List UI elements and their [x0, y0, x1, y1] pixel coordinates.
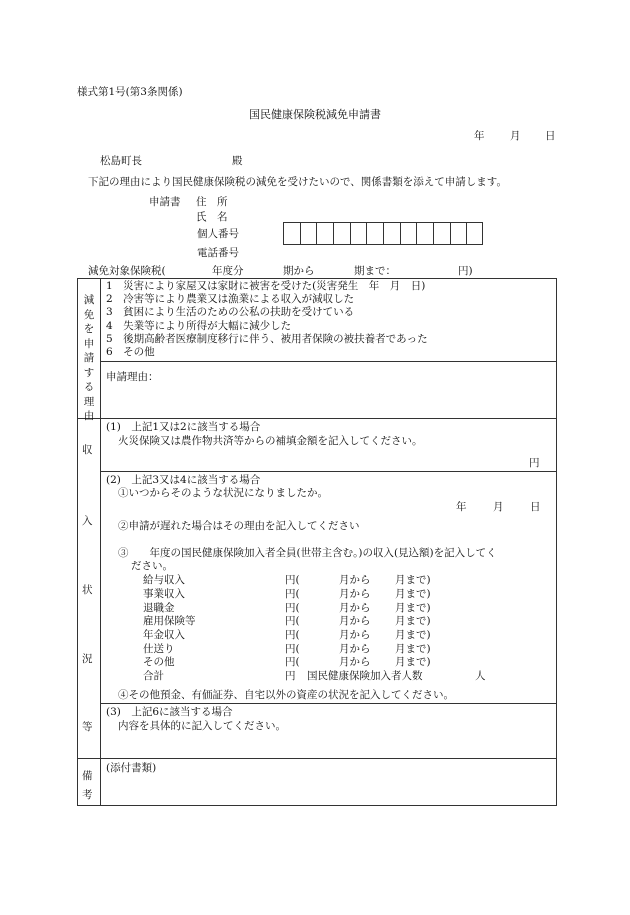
reason-income-divider — [77, 418, 557, 419]
reason-text-label: 申請理由： — [106, 371, 159, 383]
phone-label: 電話番号 — [197, 247, 239, 259]
members-count-label: 国民健康保険加入者人数 — [307, 670, 423, 682]
income-row-yen: 円( — [285, 629, 300, 641]
income-row-to: 月まで) — [395, 656, 431, 668]
income-row-to: 月まで) — [395, 615, 431, 627]
income-row-from: 月から — [339, 656, 371, 668]
income-row-yen: 円( — [285, 643, 300, 655]
income-side-char-3: 状 — [82, 584, 93, 596]
case2-q4: ④その他預金、有価証券、自宅以外の資産の状況を記入してください。 — [118, 689, 454, 701]
id-digit-divider — [466, 222, 467, 245]
target-tax-yen: 円) — [458, 265, 473, 277]
reason-item-3: 3 貧困により生活のための公私の扶助を受けている — [106, 306, 355, 318]
attachments-label: (添付書類) — [106, 762, 157, 774]
income-remarks-divider — [77, 758, 557, 759]
id-digit-divider — [316, 222, 317, 245]
income-row-from: 月から — [339, 629, 371, 641]
case2-date-month: 月 — [493, 501, 504, 513]
case1-instruction: 火災保険又は農作物共済等からの補填金額を記入してください。 — [118, 435, 423, 447]
addressee-name: 松島町長 — [100, 155, 142, 167]
reason-text-field[interactable] — [160, 364, 552, 414]
page-title: 国民健康保険税減免申請書 — [249, 108, 381, 121]
income-row-from: 月から — [339, 588, 371, 600]
income-row-label: 事業収入 — [143, 588, 185, 600]
target-tax-fiscal: 年度分 — [212, 265, 244, 277]
income-row-label: 退職金 — [143, 602, 175, 614]
income-total-label: 合計 — [143, 670, 164, 682]
income-row-from: 月から — [339, 574, 371, 586]
income-row-yen: 円( — [285, 656, 300, 668]
target-tax-label: 減免対象保険税( — [88, 265, 166, 277]
income-side-char-5: 等 — [82, 721, 93, 733]
id-digit-divider — [416, 222, 417, 245]
id-digit-divider — [383, 222, 384, 245]
form-code: 様式第1号(第3条関係) — [77, 86, 183, 98]
income-row-yen: 円( — [285, 615, 300, 627]
date-day-label: 日 — [545, 130, 556, 142]
date-year-label: 年 — [474, 130, 485, 142]
id-digit-divider — [450, 222, 451, 245]
case3-heading: (3) 上記6に該当する場合 — [106, 706, 233, 718]
reason-item-4: 4 失業等により所得が大幅に減少した — [106, 320, 292, 332]
remarks-side-char-2: 考 — [82, 789, 93, 801]
remarks-field[interactable] — [104, 776, 552, 802]
income-row-to: 月まで) — [395, 602, 431, 614]
side-column-divider — [100, 278, 101, 806]
income-row-from: 月から — [339, 643, 371, 655]
reason-side-label: 減免を申請する理由 — [83, 294, 95, 422]
income-side-char-4: 況 — [82, 653, 93, 665]
date-month-label: 月 — [510, 130, 521, 142]
reason-items-divider — [100, 361, 557, 362]
income-row-from: 月から — [339, 602, 371, 614]
id-digit-divider — [350, 222, 351, 245]
reason-item-6: 6 その他 — [106, 346, 155, 358]
target-tax-to: 期まで： — [354, 265, 396, 277]
remarks-side-char-1: 備 — [82, 770, 93, 782]
income-row-label: その他 — [143, 656, 175, 668]
id-digit-divider — [300, 222, 301, 245]
name-label: 氏 名 — [196, 211, 228, 223]
income-row-yen: 円( — [285, 574, 300, 586]
intro-text: 下記の理由により国民健康保険税の減免を受けたいので、関係書類を添えて申請します。 — [88, 176, 507, 188]
applicant-label: 申請書 — [149, 196, 181, 208]
income-row-to: 月まで) — [395, 588, 431, 600]
income-row-yen: 円( — [285, 602, 300, 614]
case2-q3-line1: ③ 年度の国民健康保険加入者全員(世帯主含む。)の収入(見込額)を記入してく — [118, 547, 497, 559]
income-row-label: 給与収入 — [143, 574, 185, 586]
case2-case3-divider — [100, 703, 557, 704]
case2-date-day: 日 — [530, 501, 541, 513]
case2-date-year: 年 — [456, 501, 467, 513]
case1-case2-divider — [100, 471, 557, 472]
income-row-to: 月まで) — [395, 629, 431, 641]
id-digit-divider — [400, 222, 401, 245]
income-row-label: 仕送り — [143, 643, 175, 655]
target-tax-from: 期から — [283, 265, 315, 277]
case2-heading: (2) 上記3又は4に該当する場合 — [106, 474, 261, 486]
case1-heading: (1) 上記1又は2に該当する場合 — [106, 421, 261, 433]
income-row-yen: 円( — [285, 588, 300, 600]
income-side-char-2: 入 — [82, 515, 93, 527]
reason-item-1: 1 災害により家屋又は家財に被害を受けた(災害発生 年 月 日) — [106, 280, 426, 292]
addressee-honorific: 殿 — [232, 155, 243, 167]
reason-item-2: 2 冷害等により農業又は漁業による収入が減収した — [106, 293, 355, 305]
case2-q3-line2: ださい。 — [131, 560, 173, 572]
income-row-to: 月まで) — [395, 643, 431, 655]
id-digit-divider — [366, 222, 367, 245]
case2-q2: ②申請が遅れた場合はその理由を記入してください — [118, 520, 360, 532]
id-number-label: 個人番号 — [197, 228, 239, 240]
income-row-from: 月から — [339, 615, 371, 627]
members-persons-label: 人 — [475, 670, 486, 682]
id-digit-divider — [433, 222, 434, 245]
income-row-to: 月まで) — [395, 574, 431, 586]
case3-instruction: 内容を具体的に記入してください。 — [118, 720, 286, 732]
income-row-label: 雇用保険等 — [143, 615, 196, 627]
income-total-yen: 円 — [285, 670, 296, 682]
id-digit-divider — [333, 222, 334, 245]
case2-q1: ①いつからそのような状況になりましたか。 — [118, 487, 328, 499]
income-side-char-1: 収 — [82, 444, 93, 456]
case1-yen: 円 — [529, 457, 540, 469]
address-label: 住 所 — [196, 196, 228, 208]
income-row-label: 年金収入 — [143, 629, 185, 641]
reason-item-5: 5 後期高齢者医療制度移行に伴う、被用者保険の被扶養者であった — [106, 333, 428, 345]
